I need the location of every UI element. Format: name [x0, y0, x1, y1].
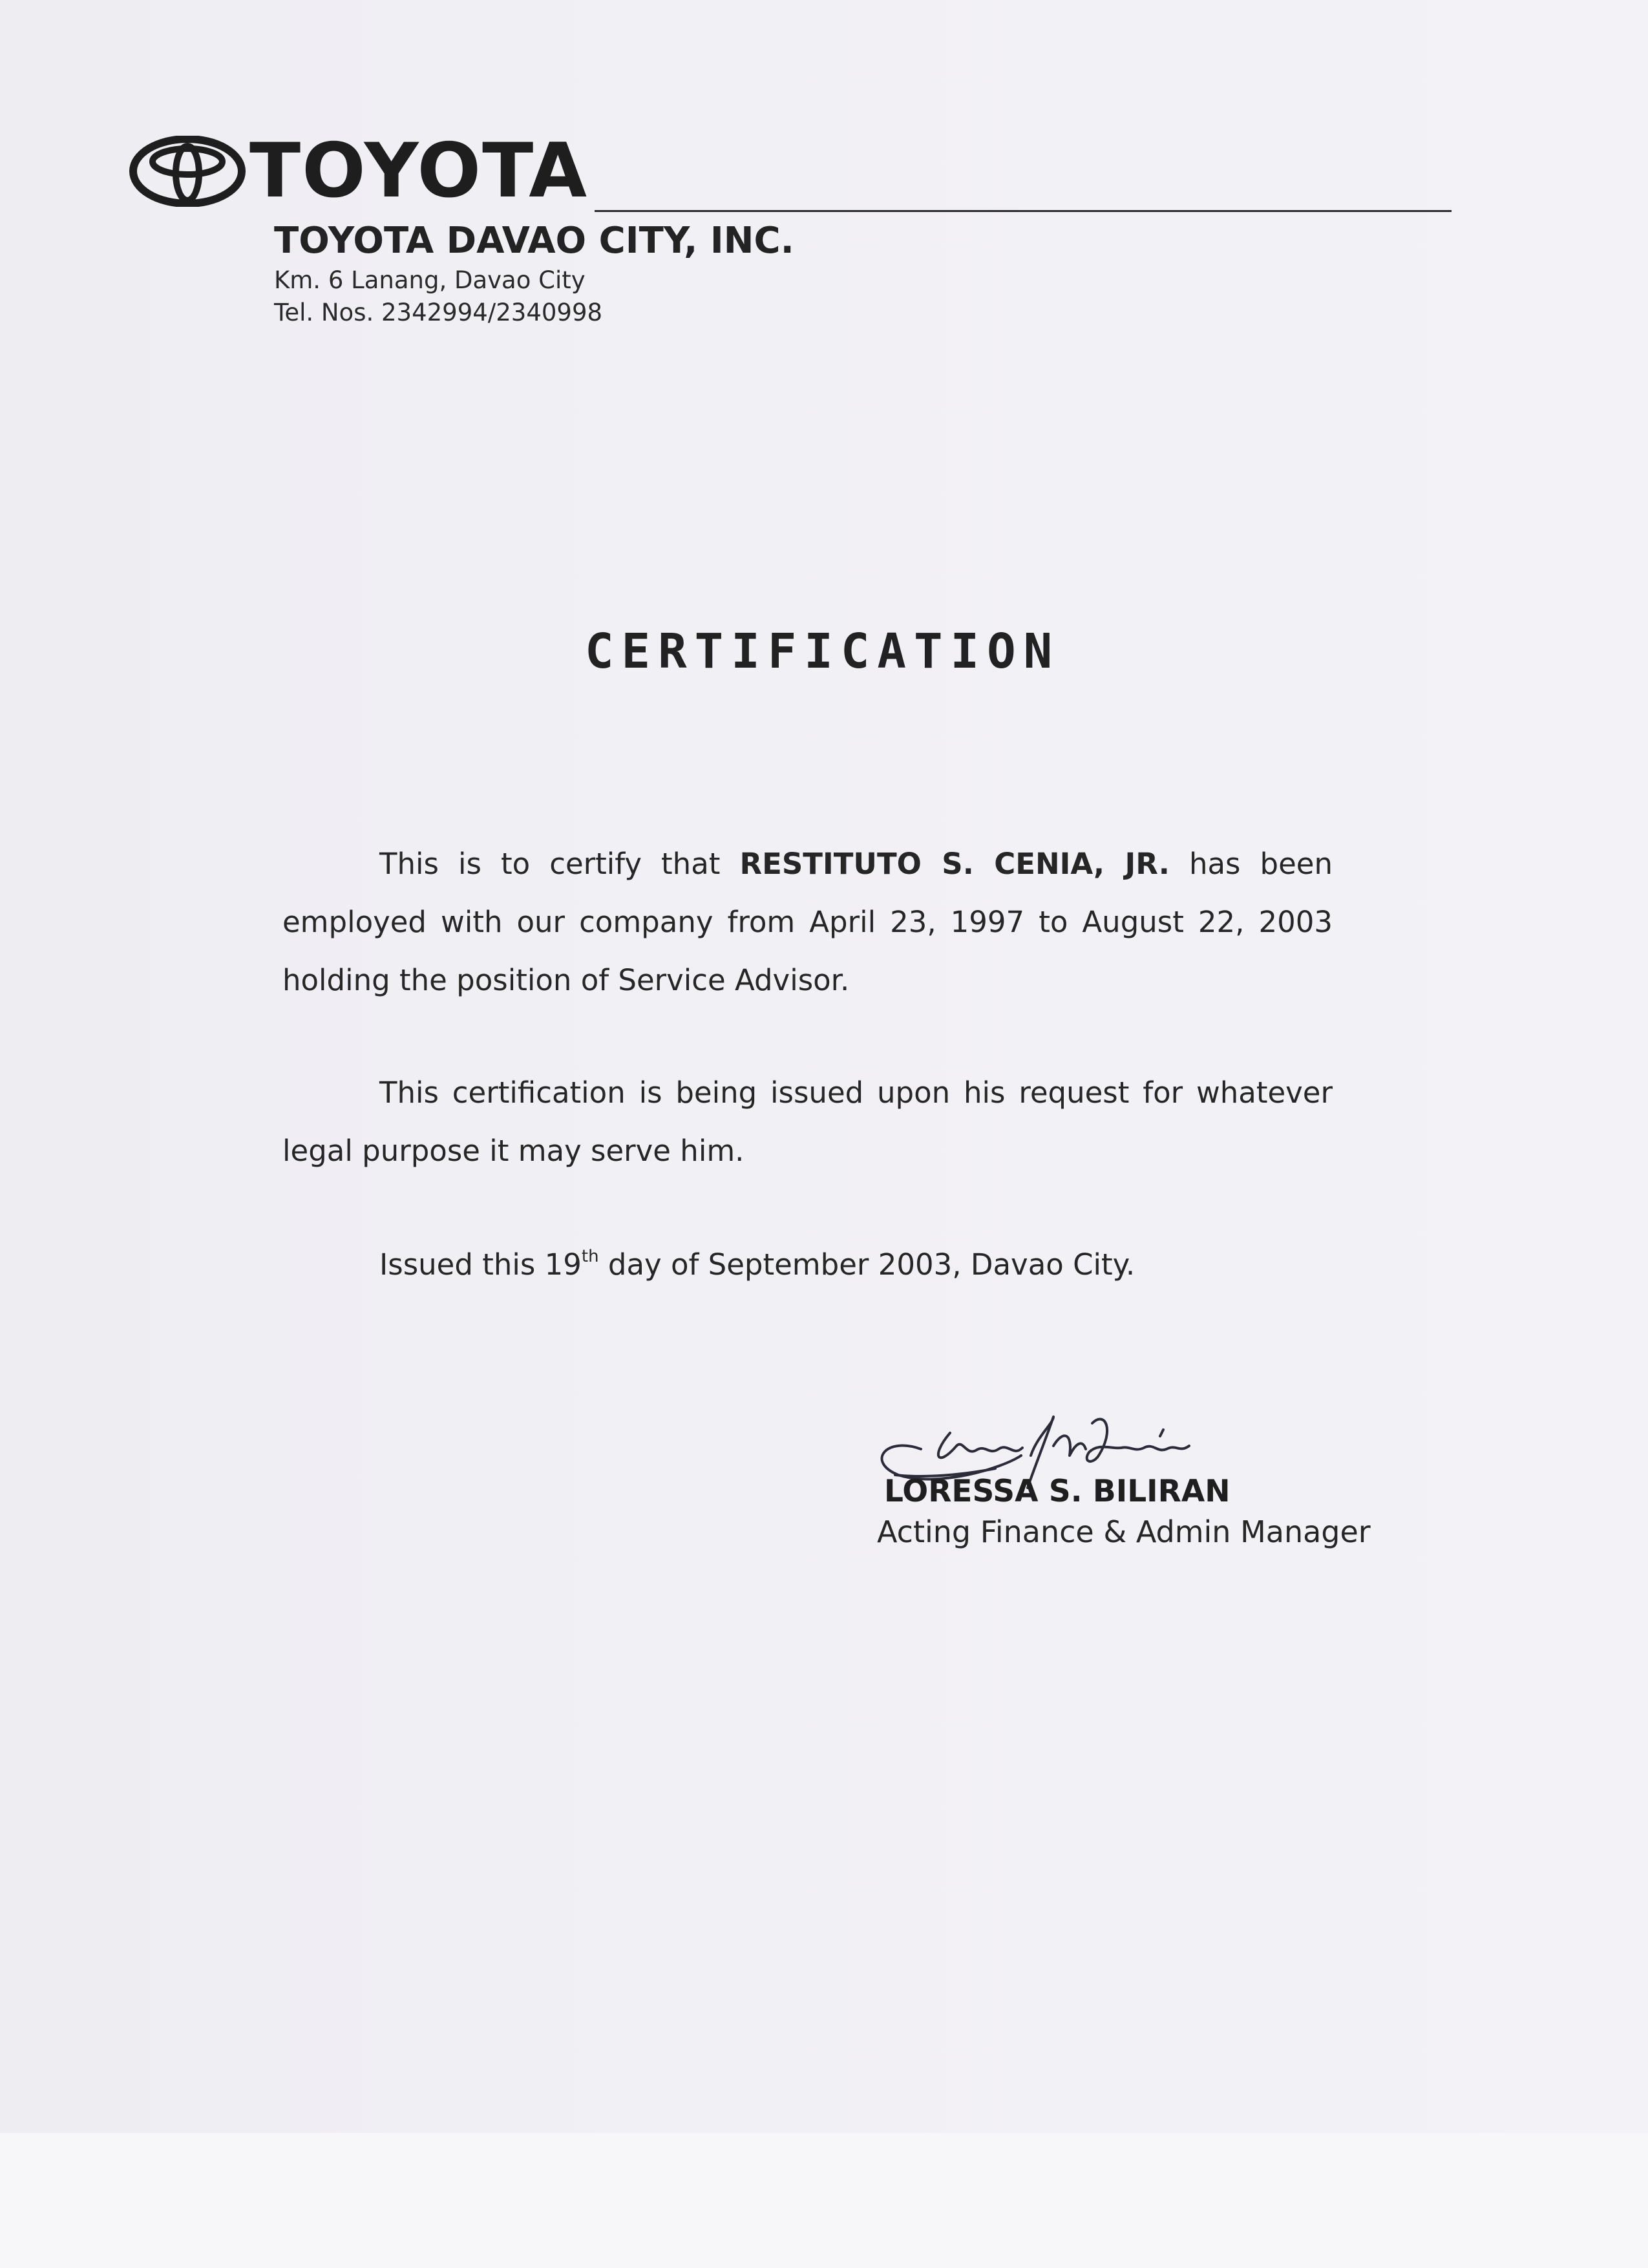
text-run: day of September 2003, Davao City.: [598, 1247, 1136, 1282]
text-run: has been: [1169, 847, 1333, 881]
letterhead-rule: [595, 210, 1452, 212]
paragraph-line: legal purpose it may serve him.: [282, 1134, 745, 1168]
paragraph-line: [282, 835, 1333, 893]
signatory-title: Acting Finance & Admin Manager: [877, 1514, 1371, 1549]
scan-bottom-margin: [0, 2133, 1648, 2268]
paragraph-line: employed with our company from April 23, 1997 to August 22, 2003: [282, 905, 1333, 939]
toyota-emblem-icon: [129, 136, 246, 207]
paragraph-purpose: [282, 1064, 1333, 1180]
signatory-name: LORESSA S. BILIRAN: [884, 1474, 1231, 1509]
brand-wordmark: TOYOTA: [249, 127, 588, 215]
document-title: CERTIFICATION: [585, 624, 1061, 679]
paragraph-line: [282, 1236, 1333, 1294]
company-address: Km. 6 Lanang, Davao City: [274, 266, 586, 294]
ordinal-suffix: th: [581, 1247, 599, 1266]
paragraph-line: holding the position of Service Advisor.: [282, 963, 850, 997]
employee-name: RESTITUTO S. CENIA, JR.: [739, 847, 1170, 881]
paragraph-employment: [282, 835, 1333, 1010]
company-name: TOYOTA DAVAO CITY, INC.: [274, 220, 794, 262]
paragraph-line: This certification is being issued upon his request for whatever: [379, 1076, 1333, 1110]
text-run: This is to certify that: [379, 847, 740, 881]
paragraph-issued: [282, 1236, 1333, 1294]
letterhead-logo: [129, 127, 588, 215]
company-phones: Tel. Nos. 2342994/2340998: [274, 299, 603, 326]
text-run: Issued this 19: [379, 1247, 582, 1282]
